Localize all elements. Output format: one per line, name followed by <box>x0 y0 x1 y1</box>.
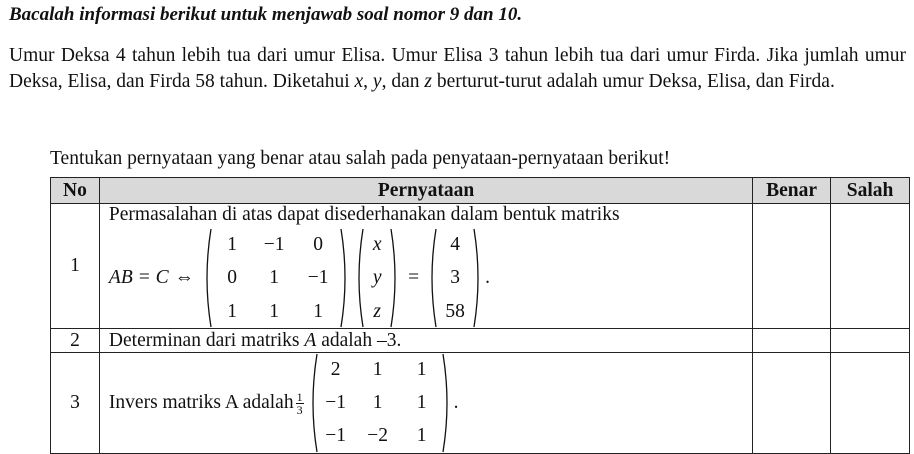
fraction-numerator: 1 <box>296 389 303 404</box>
intro-sep-1: , <box>363 71 373 92</box>
coefficient-matrix <box>202 228 350 328</box>
intro-sep-2: , dan <box>381 71 425 92</box>
matrix-cell: −1 <box>325 391 346 413</box>
matrix-cell: 1 <box>416 358 427 380</box>
false-checkbox-cell[interactable] <box>831 353 910 454</box>
header-false: Salah <box>831 178 910 204</box>
var-y: y <box>372 71 382 92</box>
var-z: z <box>424 71 432 92</box>
section-heading: Bacalah informasi berikut untuk menjawab soal nomor 9 dan 10. <box>9 4 523 25</box>
table-row <box>51 204 910 329</box>
intro-text-2: berturut-turut adalah umur Deksa, Elisa, dan Firda. <box>431 71 835 92</box>
true-checkbox-cell[interactable] <box>753 329 831 353</box>
matrix-cell: 0 <box>227 267 238 289</box>
matrix-variable: A <box>304 329 317 351</box>
var-x: x <box>354 71 364 92</box>
matrix-cell: 1 <box>416 425 427 447</box>
right-paren-icon <box>390 228 400 328</box>
vector-cell: z <box>373 300 381 322</box>
matrix-cell: 1 <box>269 267 280 289</box>
table-row <box>51 353 910 454</box>
matrix-cell: 1 <box>313 300 324 322</box>
matrix-cell: 1 <box>269 300 280 322</box>
header-true: Benar <box>753 178 831 204</box>
statement-text-end: adalah –3. <box>316 329 402 351</box>
vector-cell: 4 <box>450 234 461 256</box>
vector-cell: x <box>372 234 382 256</box>
matrix-cell: 1 <box>372 358 383 380</box>
matrix-cell: 0 <box>313 234 324 256</box>
right-paren-icon <box>340 228 350 328</box>
false-checkbox-cell[interactable] <box>831 204 910 329</box>
iff-symbol: ⇔ <box>174 267 195 288</box>
true-checkbox-cell[interactable] <box>753 204 831 329</box>
matrix-cell: −2 <box>367 425 388 447</box>
vector-cell: 58 <box>445 300 465 322</box>
equation-end: . <box>485 267 491 288</box>
statement-text: Determinan dari matriks <box>108 329 305 351</box>
row-number: 1 <box>51 204 100 329</box>
header-statement: Pernyataan <box>99 178 752 204</box>
intro-text-1: Umur Deksa 4 tahun lebih tua dari umur Elisa. Umur Elisa 3 tahun lebih tua dari umur Firda. Jika jumlah umur Deksa, Elisa, dan Firda 58 tahun. Diketahui <box>9 45 906 92</box>
inverse-matrix <box>308 353 452 453</box>
false-checkbox-cell[interactable] <box>831 329 910 353</box>
row-number: 2 <box>51 329 100 353</box>
instruction-text: Tentukan pernyataan yang benar atau salah pada penyataan-pernyataan berikut! <box>50 148 671 169</box>
left-paren-icon <box>354 228 364 328</box>
table-row <box>51 329 910 353</box>
left-paren-icon <box>202 228 212 328</box>
equation-end: . <box>453 392 459 413</box>
right-paren-icon <box>442 353 452 453</box>
equals-symbol: = <box>408 267 420 288</box>
matrix-cell: 1 <box>227 300 238 322</box>
table-header-row <box>51 178 910 204</box>
matrix-equation <box>109 228 752 328</box>
true-checkbox-cell[interactable] <box>753 353 831 454</box>
result-vector <box>427 228 483 328</box>
statement-table <box>50 177 910 454</box>
statement-cell <box>99 204 752 329</box>
fraction-denominator: 3 <box>296 402 303 417</box>
matrix-cell: 1 <box>372 391 383 413</box>
statement-text: Permasalahan di atas dapat disederhanakan dalam bentuk matriks <box>108 204 620 225</box>
header-no: No <box>51 178 100 204</box>
left-paren-icon <box>308 353 318 453</box>
left-paren-icon <box>427 228 437 328</box>
statement-cell <box>99 329 752 353</box>
variable-vector <box>354 228 400 328</box>
equation-lhs: AB = C <box>108 267 169 288</box>
statement-text: Invers matriks A adalah <box>108 392 294 413</box>
right-paren-icon <box>473 228 483 328</box>
row-number: 3 <box>51 353 100 454</box>
statement-cell <box>99 353 752 454</box>
matrix-cell: −1 <box>325 425 346 447</box>
fraction <box>296 391 304 416</box>
matrix-cell: 1 <box>416 391 427 413</box>
matrix-cell: −1 <box>307 267 329 289</box>
vector-cell: 3 <box>450 267 461 289</box>
problem-description <box>9 43 906 95</box>
matrix-cell: −1 <box>263 234 285 256</box>
matrix-cell: 1 <box>227 234 238 256</box>
vector-cell: y <box>372 267 382 289</box>
matrix-cell: 2 <box>330 358 341 380</box>
